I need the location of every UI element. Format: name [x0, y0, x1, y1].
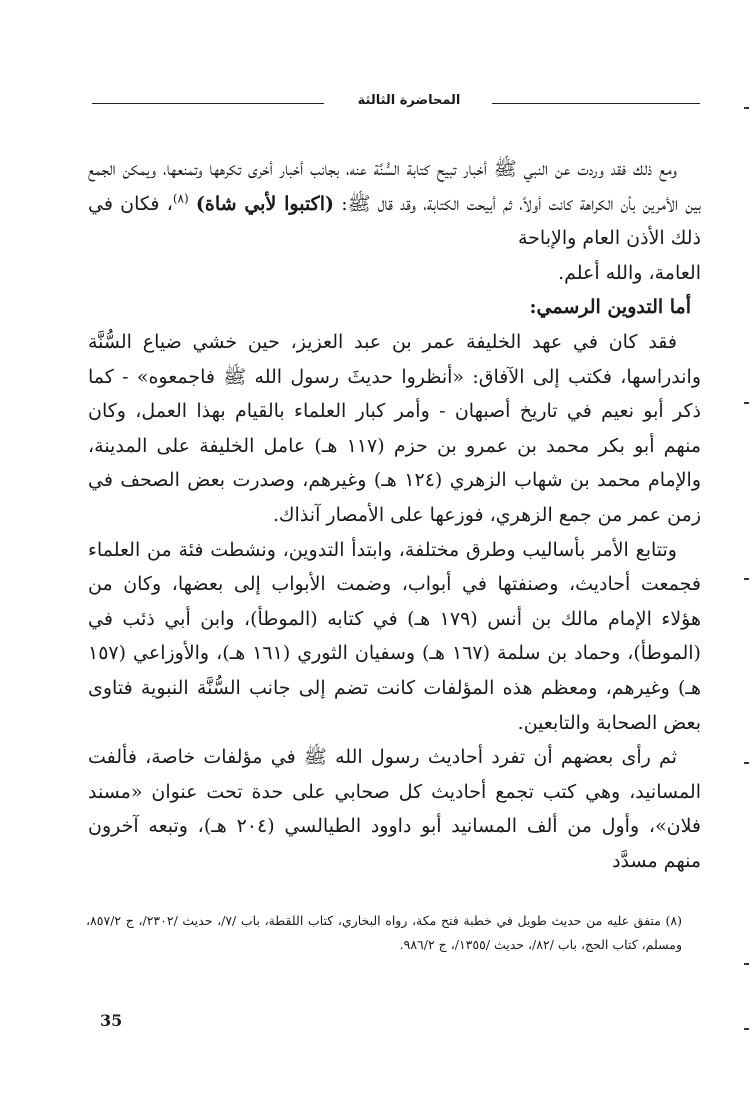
hadith-quote: (اكتبوا لأبي شاة) [195, 192, 334, 215]
footnote-8: (٨) متفق عليه من حديث طويل في خطبة فتح مكة، رواه البخاري، كتاب اللقطة، باب /٧/، حديث /٢٣٠٢/، ج ٨٥٧/٢، ومسلم، كتاب الحج، باب /٨٢/، حديث /١٣٥٥/، ج ٩٨٦/٢. [86, 913, 683, 952]
main-text [88, 152, 701, 878]
paragraph-musnads: ثم رأى بعضهم أن تفرد أحاديث رسول الله ﷺ في مؤلفات خاصة، فألفت المسانيد، وهي كتب تجمع أحاديث كل صحابي على حدة تحت عنوان «مسند فلان»، وأول من ألف المسانيد أبو داوود الطيالسي (٢٠٤ هـ)، وتبعه آخرون منهم مسدَّد [88, 746, 701, 872]
paragraph-permission [88, 152, 701, 256]
paragraph-permission-tail: ، فكان في ذلك الأذن العام والإباحة [88, 192, 701, 250]
margin-mark [744, 107, 749, 109]
paragraph-conclusion: العامة، والله أعلم. [558, 261, 701, 284]
footnote-reference: (٨) [172, 191, 189, 206]
margin-mark [744, 402, 749, 404]
footnotes [86, 909, 702, 957]
paragraph-permission-text: ومع ذلك فقد وردت عن النبي ﷺ أخبار تبيح كتابة السُّنَّة عنه، بجانب أخبار أخرى تكرهها وتمنعها، ويمكن الجمع بين الأمرين بأن الكراهة كانت أولاً، ثم أبيحت الكتابة، وقد قال ﷺ: [88, 158, 701, 215]
paragraph-compilations: وتتابع الأمر بأساليب وطرق مختلفة، وابتدأ التدوين، ونشطت فئة من العلماء فجمعت أحاديث، وصنفتها في أبواب، وضمت الأبواب إلى بعضها، وكان من هؤلاء الإمام مالك بن أنس (١٧٩ هـ) في كتابه (الموطأ)، وابن أبي ذئب في (الموطأ)، وحماد بن سلمة (١٦٧ هـ) وسفيان الثوري (١٦١ هـ)، والأوزاعي (١٥٧ هـ) وغيرهم، ومعظم هذه المؤلفات كانت تضم إلى جانب السُّنَّة النبوية فتاوى بعض الصحابة والتابعين. [88, 538, 701, 734]
margin-mark [744, 1028, 749, 1030]
header-rule-left [92, 103, 324, 104]
running-header [92, 93, 700, 115]
header-rule-right [492, 103, 700, 104]
margin-mark [744, 762, 749, 764]
paragraph-official-codification: فقد كان في عهد الخليفة عمر بن عبد العزيز، حين خشي ضياع السُّنَّة واندراسها، فكتب إلى الآفاق: «أنظروا حديثَ رسول الله ﷺ فاجمعوه» - كما ذكر أبو نعيم في تاريخ أصبهان - وأمر كبار العلماء بالقيام بهذا العمل، وكان منهم أبو بكر محمد بن عمرو بن حزم (١١٧ هـ) عامل الخليفة على المدينة، والإمام محمد بن شهاب الزهري (١٢٤ هـ) وغيرهم، وصدرت بعض الصحف في زمن عمر من جمع الزهري، فوزعها على الأمصار آنذاك. [88, 330, 701, 526]
page-number: 35 [100, 1011, 123, 1030]
section-heading: أما التدوين الرسمي: [529, 296, 691, 319]
chapter-title: المحاضرة الثالثة [357, 93, 461, 108]
margin-mark [744, 578, 749, 580]
margin-mark [744, 963, 749, 965]
